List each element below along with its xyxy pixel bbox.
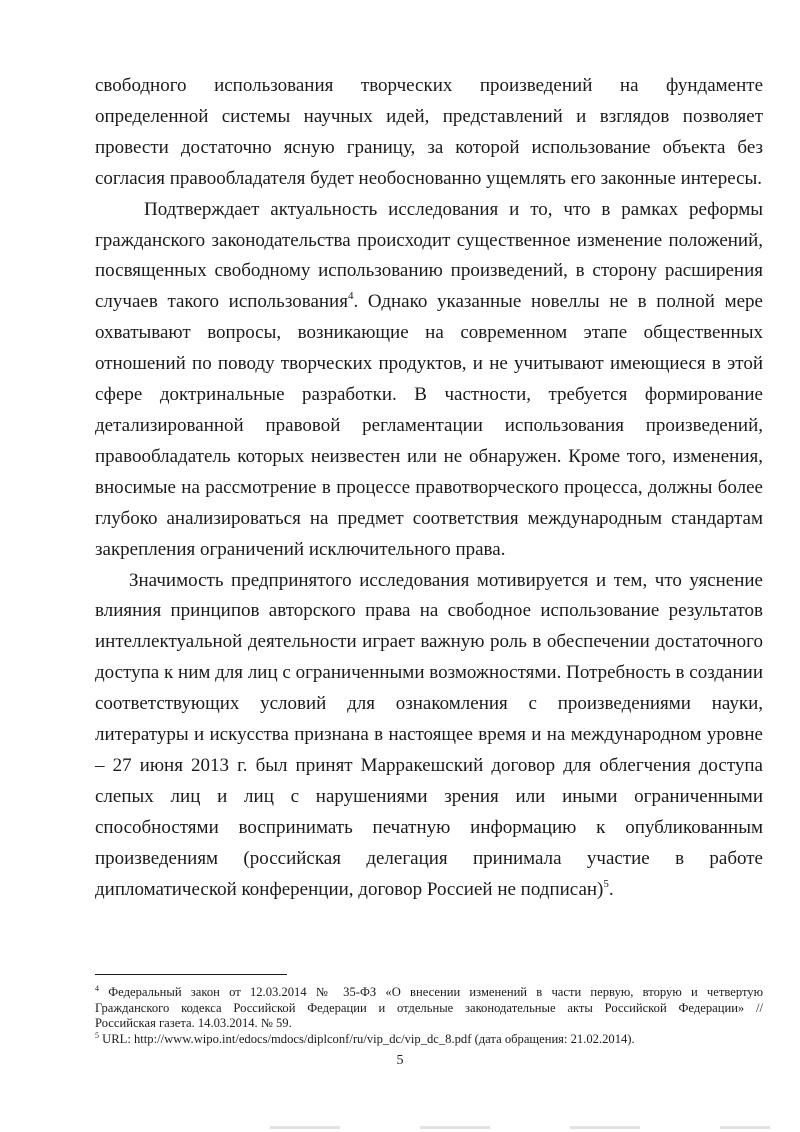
- footnote-mark: 4: [95, 984, 99, 993]
- text-segment: дипломатической конференции, договор Россией не подписан): [95, 878, 604, 900]
- text-line: слепых лиц и лиц с нарушениями зрения или иными ограниченными: [95, 785, 763, 807]
- text-line: Подтверждает актуальность исследования и то, что в рамках реформы: [144, 198, 763, 220]
- text-line: правообладатель которых неизвестен или не обнаружен. Кроме того, изменения,: [95, 445, 763, 467]
- text-line: закрепления ограничений исключительного права.: [95, 538, 506, 560]
- text-line: согласия правообладателя будет необоснованно ущемлять его законные интересы.: [95, 167, 763, 189]
- page-number: 5: [396, 1053, 404, 1068]
- text-line: посвященных свободному использованию произведений, в сторону расширения: [95, 260, 763, 282]
- text-line: детализированной правовой регламентации использования произведений,: [95, 414, 763, 436]
- text-line: литературы и искусства признана в настоящее время и на международном уровне: [95, 724, 763, 746]
- text-line: Значимость предпринятого исследования мотивируется и тем, что уяснение: [129, 569, 763, 591]
- text-line: вносимые на рассмотрение в процессе правотворческого процесса, должны более: [95, 476, 763, 498]
- text-line: интеллектуальной деятельности играет важную роль в обеспечении достаточного: [95, 631, 763, 653]
- footnote-ref-5[interactable]: 5: [603, 877, 609, 890]
- text-line: провести достаточно ясную границу, за которой использование объекта без: [95, 136, 763, 158]
- paragraph-3: [95, 566, 763, 906]
- text-line: свободного использования творческих произведений на фундаменте: [95, 75, 763, 96]
- scan-artifact: [270, 1126, 770, 1129]
- paragraph-1: [95, 71, 763, 195]
- footnote-line: [95, 1032, 763, 1048]
- text-line: сфере доктринальные разработки. В частности, требуется формирование: [95, 384, 763, 406]
- footnote-mark: 5: [95, 1030, 99, 1040]
- text-line: гражданского законодательства происходит существенное изменение положений,: [95, 229, 763, 251]
- text-line: определенной системы научных идей, представлений и взглядов позволяет: [95, 105, 763, 127]
- footnotes: [95, 985, 763, 1047]
- footnote-line: Гражданского кодекса Российской Федерации и отдельные законодательные акты Российской Федерации» //: [95, 1000, 763, 1015]
- text-line: дипломатической конференции, договор Россией не подписан)$^5$.: [95, 877, 614, 900]
- footnote-ref-4[interactable]: 4: [347, 290, 354, 303]
- footnote-url-text[interactable]: URL: http://www.wipo.int/edocs/mdocs/diplconf/ru/vip_dc/vip_dc_8.pdf (дата обращения: 21.02.2014).: [102, 1031, 635, 1046]
- text-line: соответствующих условий для ознакомления с произведениями науки,: [95, 693, 763, 715]
- text-line: охватывают вопросы, возникающие на современном этапе общественных: [95, 322, 763, 344]
- text-line: глубоко анализироваться на предмет соответствия международным стандартам: [95, 507, 763, 529]
- footnote-5: [95, 1032, 763, 1048]
- text-line: влияния принципов авторского права на свободное использование результатов: [95, 600, 763, 622]
- text-segment: . Однако указанные новеллы не в полной мере: [353, 291, 763, 313]
- main-text: [95, 71, 763, 905]
- text-line: [95, 287, 763, 318]
- text-line: произведениям (российская делегация принимала участие в работе: [95, 847, 763, 869]
- text-line: – 27 июня 2013 г. был принят Марракешский договор для облегчения доступа: [95, 754, 763, 776]
- footnote-4: [95, 985, 763, 1032]
- footnote-line: [95, 985, 763, 1001]
- footnote-text: Федеральный закон от 12.03.2014 № 35-ФЗ «О внесении изменений в части первую, вторую и четвертую: [108, 985, 763, 999]
- text-segment: случаев такого использования: [95, 291, 348, 313]
- paragraph-2: [95, 195, 763, 566]
- text-line: доступа к ним для лиц с ограниченными возможностями. Потребность в создании: [95, 662, 763, 684]
- footnote-separator: [95, 974, 287, 975]
- text-line: способностями воспринимать печатную информацию к опубликованным: [95, 816, 763, 838]
- text-line: отношений по поводу творческих продуктов, и не учитывают имеющиеся в этой: [95, 353, 763, 375]
- footnote-line: Российская газета. 14.03.2014. № 59.: [95, 1016, 292, 1030]
